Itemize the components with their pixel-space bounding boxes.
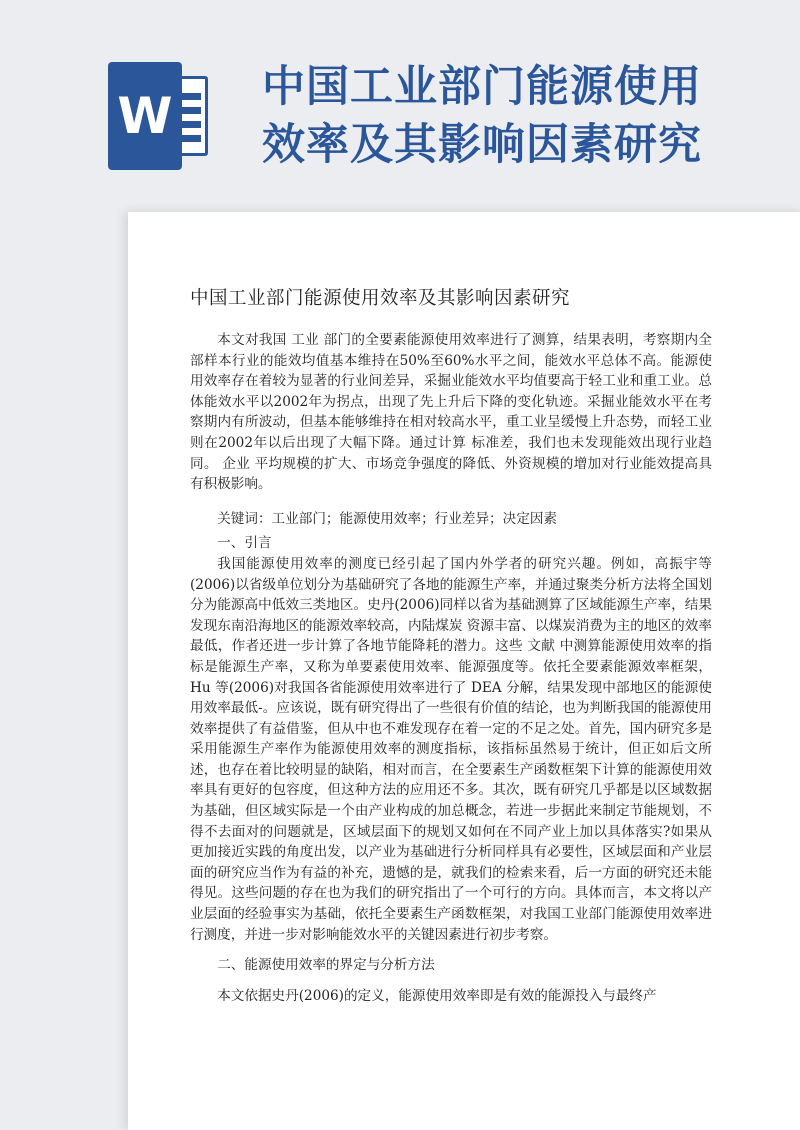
- header-title-line-2: 效率及其影响因素研究: [262, 120, 702, 170]
- keywords-line: 关键词：工业部门；能源使用效率；行业差异；决定因素: [217, 510, 558, 527]
- section-2-paragraph: 本文依据史丹(2006)的定义，能源使用效率即是有效的能源投入与最终产: [217, 987, 657, 1004]
- document-body: [190, 330, 712, 1006]
- header-title: [262, 58, 782, 174]
- section-2-heading: 二、能源使用效率的界定与分析方法: [217, 957, 435, 974]
- word-document-icon: W: [108, 62, 182, 170]
- word-logo: [108, 62, 212, 170]
- section-1-heading: 一、引言: [217, 535, 272, 552]
- document-title: 中国工业部门能源使用效率及其影响因素研究: [190, 288, 571, 309]
- abstract-paragraph: 本文对我国 工业 部门的全要素能源使用效率进行了测算，结果表明，考察期内全部样本行业的能效均值基本维持在50%至60%水平之间，能效水平总体不高。能源使用效率存在着较为显著的行业间差异，采掘业能效水平均值要高于轻工业和重工业。总体能效水平以2002年为拐点，出现了先上升后下降的变化轨迹。采掘业能效水平在考察期内有所波动，但基本能够维持在相对较高水平，重工业呈缓慢上升态势，而轻工业则在2002年以后出现了大幅下降。通过计算 标准差，我们也未发现能效出现行业趋同。 企业 平均规模的扩大、市场竞争强度的降低、外资规模的增加对行业能效提高具有积极影响。: [190, 332, 712, 493]
- section-1-paragraph: 我国能源使用效率的测度已经引起了国内外学者的研究兴趣。例如，高振宇等(2006)以省级单位划分为基础研究了各地的能源生产率，并通过聚类分析方法将全国划分为能源高中低效三类地区。史丹(2006)同样以省为基础测算了区域能源生产率，结果发现东南沿海地区的能源效率较高，内陆煤炭 资源丰富、以煤炭消费为主的地区的效率最低，作者还进一步计算了各地节能降耗的潜力。这些 文献 中测算能源使用效率的指标是能源生产率，又称为单要素使用效率、能源强度等。依托全要素能源效率框架，Hu 等(2006)对我国各省能源使用效率进行了 DEA 分解，结果发现中部地区的能源使用效率最低-。应该说，既有研究得出了一些很有价值的结论，也为判断我国的能源使用效率提供了有益借鉴，但从中也不难发现存在着一定的不足之处。首先，国内研究多是采用能源生产率作为能源使用效率的测度指标，该指标虽然易于统计，但正如后文所述，也存在着比较明显的缺陷，相对而言，在全要素生产函数框架下计算的能源使用效率具有更好的包容度，但这种方法的应用还不多。其次，既有研究几乎都是以区域数据为基础，但区域实际是一个由产业构成的加总概念，若进一步据此来制定节能规划，不得不去面对的问题就是，区域层面下的规划又如何在不同产业上加以具体落实?如果从更加接近实践的角度出发，以产业为基础进行分析同样具有必要性，区域层面和产业层面的研究应当作为有益的补充，遗憾的是，就我们的检索来看，后一方面的研究还未能得见。这些问题的存在也为我们的研究指出了一个可行的方向。具体而言，本文将以产业层面的经验事实为基础，依托全要素生产函数框架，对我国工业部门能源使用效率进行测度，并进一步对影响能效水平的关键因素进行初步考察。: [190, 555, 712, 943]
- document-page: [128, 212, 800, 1130]
- header-title-line-1: 中国工业部门能源使用: [262, 62, 702, 112]
